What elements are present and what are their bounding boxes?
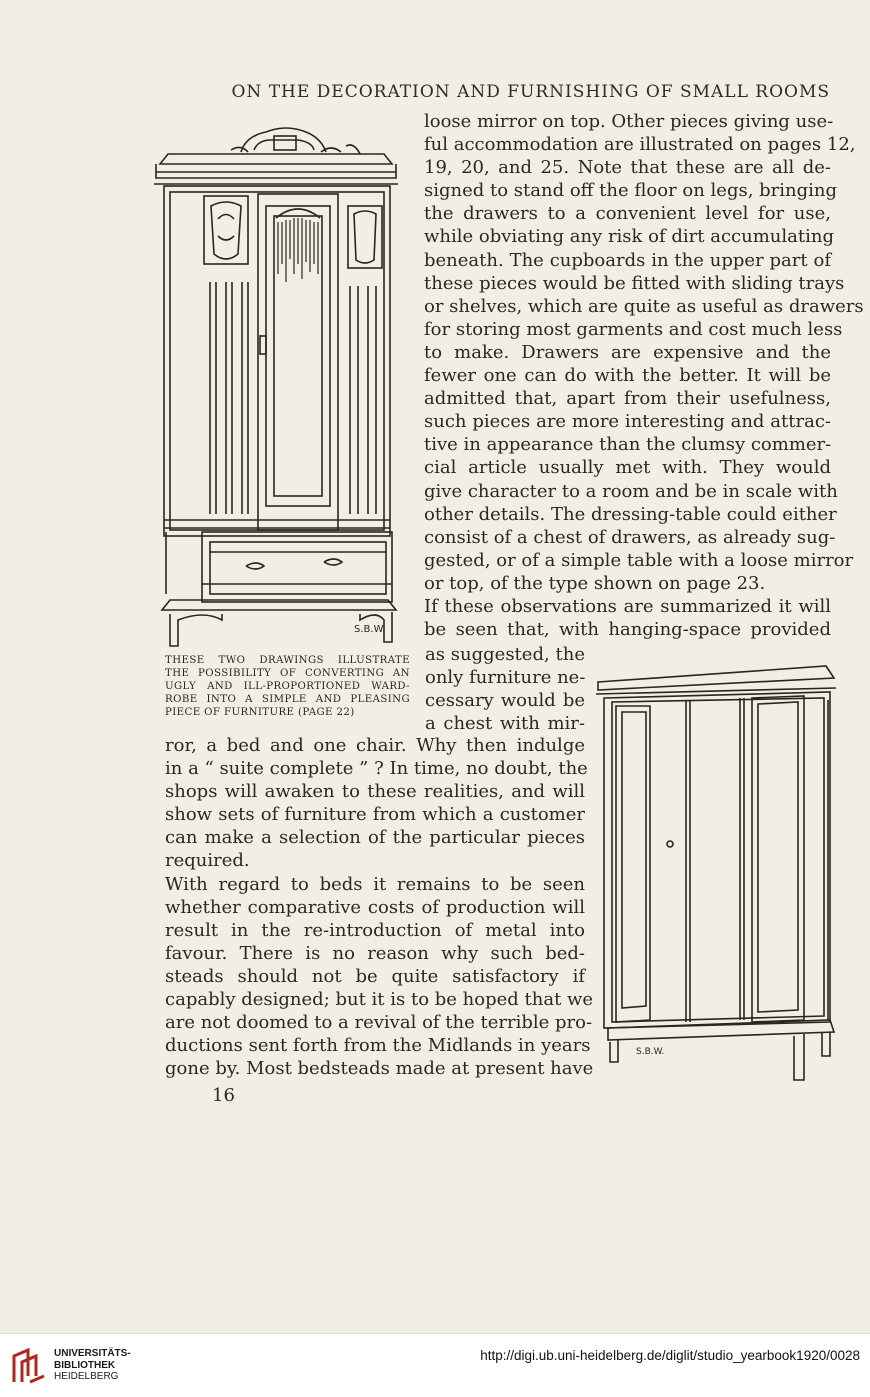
caption-line: PIECE OF FURNITURE (PAGE 22) bbox=[165, 707, 355, 718]
middle-column-text bbox=[425, 643, 585, 735]
bottom-column-text bbox=[165, 734, 594, 1080]
text-line: tive in appearance than the clumsy commer- bbox=[424, 434, 832, 456]
text-line: give character to a room and be in scale with bbox=[424, 480, 838, 502]
caption-line: UGLY AND ILL-PROPORTIONED WARD- bbox=[165, 681, 410, 692]
simple-wardrobe-illustration bbox=[594, 660, 840, 1086]
text-line: required. bbox=[165, 850, 250, 872]
text-line: the drawers to a convenient level for use, bbox=[424, 203, 831, 225]
figure-caption bbox=[165, 654, 410, 719]
text-line: these pieces would be fitted with sliding trays bbox=[424, 272, 845, 294]
text-line: loose mirror on top. Other pieces giving use- bbox=[424, 111, 834, 132]
text-line: for storing most garments and cost much less bbox=[424, 318, 843, 340]
ornate-wardrobe-illustration bbox=[146, 114, 406, 654]
text-line: result in the re-introduction of metal into bbox=[165, 919, 585, 941]
permalink-url[interactable]: http://digi.ub.uni-heidelberg.de/diglit/studio_yearbook1920/0028 bbox=[480, 1348, 860, 1363]
text-line: as suggested, the bbox=[425, 644, 585, 665]
text-line: show sets of furniture from which a customer bbox=[165, 804, 585, 826]
text-line: while obviating any risk of dirt accumulating bbox=[424, 226, 834, 248]
text-line: only furniture ne- bbox=[425, 667, 586, 689]
right-column-text bbox=[424, 110, 864, 641]
text-line: ductions sent forth from the Midlands in years bbox=[165, 1035, 591, 1057]
caption-line: THE POSSIBILITY OF CONVERTING AN bbox=[165, 668, 410, 679]
signature-left: S.B.W. bbox=[354, 624, 386, 635]
text-line: to make. Drawers are expensive and the bbox=[424, 341, 831, 363]
caption-line: ROBE INTO A SIMPLE AND PLEASING bbox=[165, 694, 410, 705]
text-line: gested, or of a simple table with a loose mirror bbox=[424, 549, 854, 571]
text-line: or top, of the type shown on page 23. bbox=[424, 572, 766, 594]
text-line: 19, 20, and 25. Note that these are all de- bbox=[424, 157, 831, 179]
text-line: or shelves, which are quite as useful as drawers bbox=[424, 295, 864, 317]
text-line: a chest with mir- bbox=[425, 713, 585, 735]
text-line: gone by. Most bedsteads made at present have bbox=[165, 1058, 594, 1080]
library-logo-icon[interactable] bbox=[10, 1346, 46, 1386]
text-line: ror, a bed and one chair. Why then indulge bbox=[165, 735, 585, 756]
text-line: cessary would be bbox=[425, 690, 585, 712]
text-line: other details. The dressing-table could either bbox=[424, 503, 837, 525]
text-line: are not doomed to a revival of the terrible pro- bbox=[165, 1012, 593, 1034]
text-line: If these observations are summarized it will bbox=[424, 595, 831, 617]
library-name-line: HEIDELBERG bbox=[54, 1371, 119, 1382]
text-line: be seen that, with hanging-space provided bbox=[424, 619, 831, 641]
running-header: ON THE DECORATION AND FURNISHING OF SMALL ROOMS bbox=[231, 82, 830, 102]
text-line: signed to stand off the floor on legs, bringing bbox=[424, 180, 838, 202]
text-line: With regard to beds it remains to be seen bbox=[165, 873, 585, 895]
library-name-line: BIBLIOTHEK bbox=[54, 1359, 116, 1371]
viewer-footer bbox=[0, 1333, 870, 1397]
page-number: 16 bbox=[212, 1085, 235, 1106]
text-line: admitted that, apart from their usefulness, bbox=[424, 388, 831, 410]
text-line: whether comparative costs of production will bbox=[165, 896, 585, 918]
text-line: cial article usually met with. They would bbox=[424, 457, 831, 479]
text-line: can make a selection of the particular pieces bbox=[165, 827, 585, 849]
text-line: beneath. The cupboards in the upper part of bbox=[424, 249, 831, 271]
text-line: in a “ suite complete ” ? In time, no doubt, the bbox=[165, 758, 588, 780]
text-line: shops will awaken to these realities, and will bbox=[165, 781, 585, 803]
library-name-line: UNIVERSITÄTS- bbox=[54, 1348, 131, 1359]
text-line: consist of a chest of drawers, as already sug- bbox=[424, 526, 836, 548]
caption-line: THESE TWO DRAWINGS ILLUSTRATE bbox=[165, 655, 410, 666]
text-line: steads should not be quite satisfactory if bbox=[165, 965, 585, 987]
text-line: capably designed; but it is to be hoped that we bbox=[165, 989, 594, 1011]
text-line: such pieces are more interesting and attrac- bbox=[424, 411, 831, 433]
text-line: favour. There is no reason why such bed- bbox=[165, 942, 585, 964]
text-line: fewer one can do with the better. It will be bbox=[424, 365, 831, 387]
library-name[interactable] bbox=[54, 1348, 131, 1383]
signature-right: S.B.W. bbox=[636, 1047, 665, 1057]
text-line: ful accommodation are illustrated on pages 12, bbox=[424, 134, 856, 156]
